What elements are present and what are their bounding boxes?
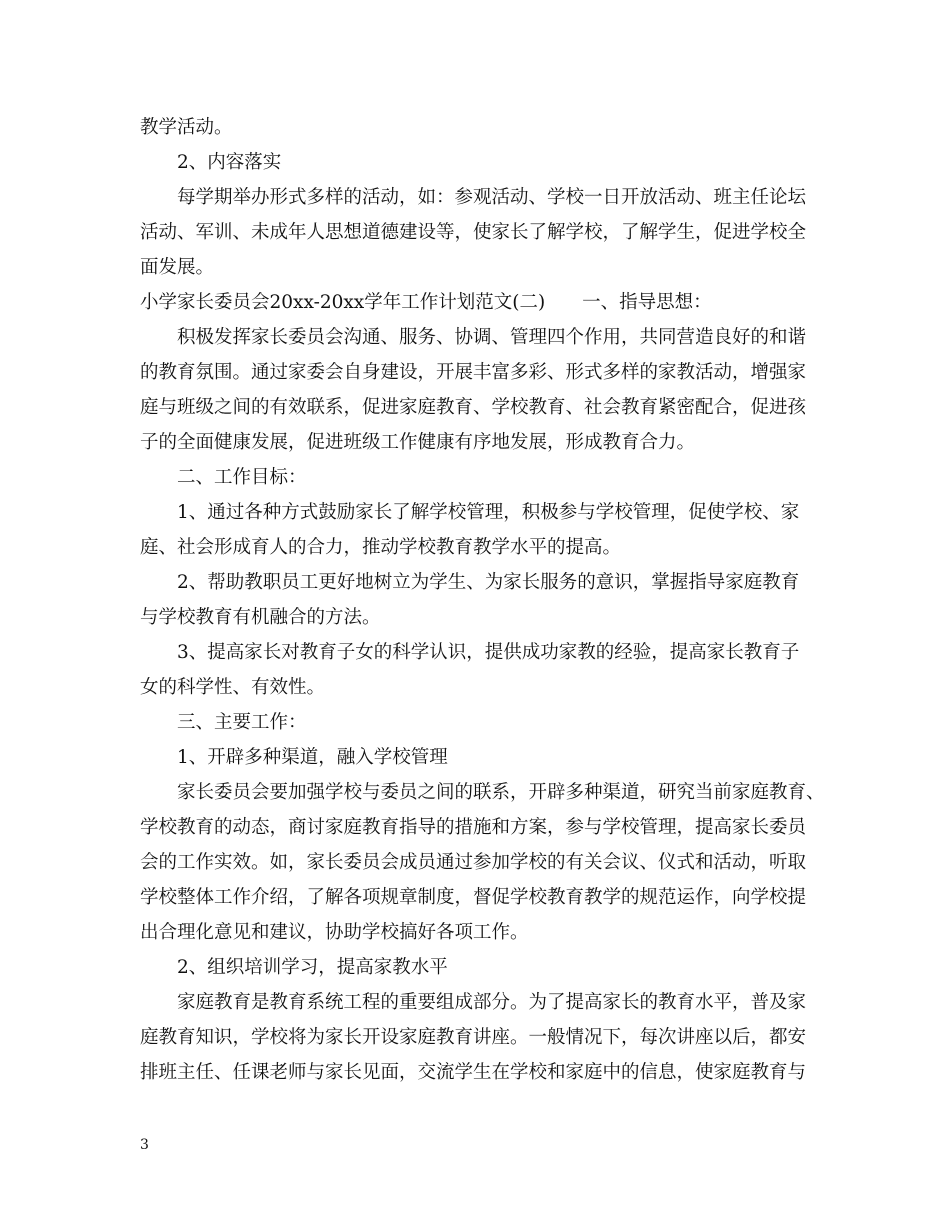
text-line: 教学活动。	[140, 117, 233, 138]
text-line: 活动、军训、未成年人思想道德建设等，使家长了解学校，了解学生，促进学校全	[140, 222, 807, 243]
text-line: 面发展。	[140, 257, 215, 278]
text-line: 排班主任、任课老师与家长见面，交流学生在学校和家庭中的信息，使家庭教育与	[140, 1062, 807, 1083]
text-line: 会的工作实效。如，家长委员会成员通过参加学校的有关会议、仪式和活动，听取	[140, 852, 807, 873]
text-line: 庭教育知识，学校将为家长开设家庭教育讲座。一般情况下，每次讲座以后，都安	[140, 1027, 807, 1048]
text-line: 每学期举办形式多样的活动，如：参观活动、学校一日开放活动、班主任论坛	[140, 187, 807, 208]
text-line: 2、内容落实	[140, 152, 282, 173]
text-line: 庭、社会形成育人的合力，推动学校教育教学水平的提高。	[140, 537, 622, 558]
text-line: 2、帮助教职员工更好地树立为学生、为家长服务的意识，掌握指导家庭教育	[140, 572, 800, 593]
text-line: 的教育氛围。通过家委会自身建设，开展丰富多彩、形式多样的家教活动，增强家	[140, 362, 807, 383]
text-line: 女的科学性、有效性。	[140, 677, 326, 698]
page-number: 3	[140, 1137, 149, 1153]
text-line: 1、开辟多种渠道，融入学校管理	[140, 747, 448, 768]
text-line: 3、提高家长对教育子女的科学认识，提供成功家教的经验，提高家长教育子	[140, 642, 800, 663]
text-line: 三、主要工作：	[140, 712, 307, 733]
text-line: 学校整体工作介绍，了解各项规章制度，督促学校教育教学的规范运作，向学校提	[140, 887, 807, 908]
text-line: 家长委员会要加强学校与委员之间的联系，开辟多种渠道，研究当前家庭教育、	[140, 782, 825, 803]
text-line: 家庭教育是教育系统工程的重要组成部分。为了提高家长的教育水平，普及家	[140, 992, 807, 1013]
text-line: 1、通过各种方式鼓励家长了解学校管理，积极参与学校管理，促使学校、家	[140, 502, 800, 523]
section-heading: 小学家长委员会20xx-20xx学年工作计划范文(二) 一、指导思想：	[140, 292, 712, 313]
text-line: 积极发挥家长委员会沟通、服务、协调、管理四个作用，共同营造良好的和谐	[140, 327, 807, 348]
text-line: 2、组织培训学习，提高家教水平	[140, 957, 448, 978]
text-line: 出合理化意见和建议，协助学校搞好各项工作。	[140, 922, 529, 943]
text-line: 与学校教育有机融合的方法。	[140, 607, 381, 628]
text-line: 学校教育的动态，商讨家庭教育指导的措施和方案，参与学校管理，提高家长委员	[140, 817, 807, 838]
text-line: 庭与班级之间的有效联系，促进家庭教育、学校教育、社会教育紧密配合，促进孩	[140, 397, 807, 418]
text-line: 二、工作目标：	[140, 467, 307, 488]
text-line: 子的全面健康发展，促进班级工作健康有序地发展，形成教育合力。	[140, 432, 696, 453]
